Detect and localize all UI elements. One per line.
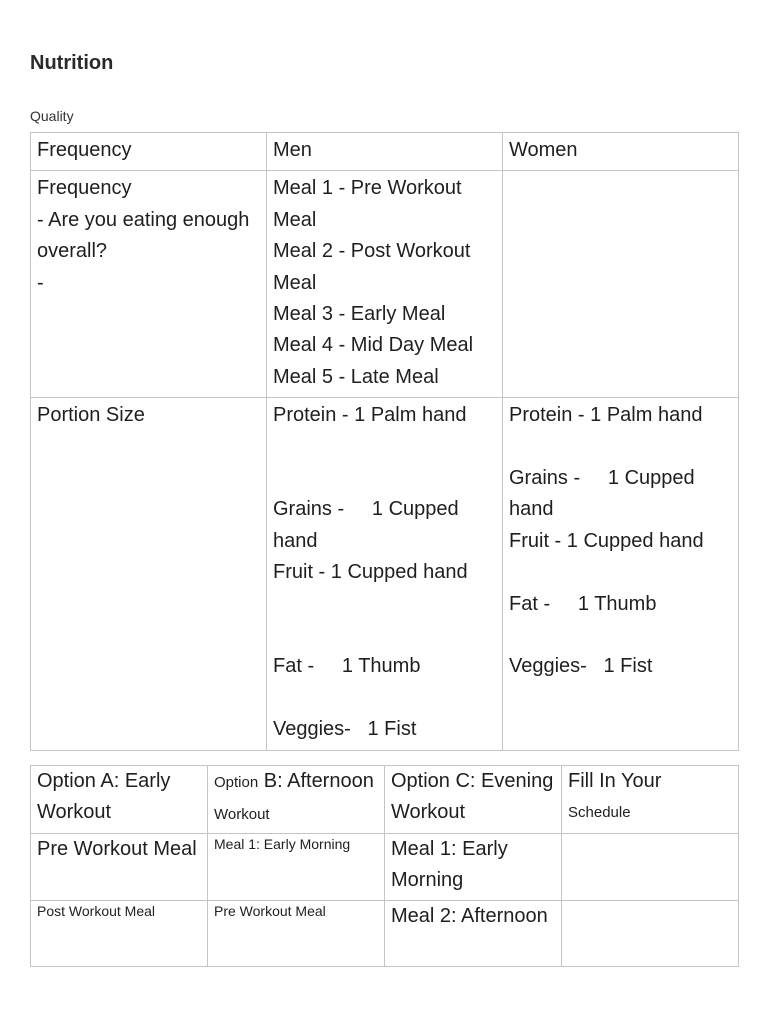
table-row [31, 833, 739, 900]
men-fat: Fat - 1 Thumb [273, 655, 421, 678]
header-frequency: Frequency [31, 133, 267, 171]
option-b-prefix: Option [214, 774, 259, 791]
meal-item: Meal 2 - Post Workout Meal [273, 240, 477, 294]
frequency-label: Frequency [37, 177, 132, 200]
spacer [273, 683, 496, 714]
women-fat: Fat - 1 Thumb [509, 592, 657, 615]
women-veggies: Veggies- 1 Fist [509, 655, 653, 678]
frequency-dash: - [37, 271, 44, 294]
spacer [273, 589, 496, 620]
meal-item: Meal 1 - Pre Workout Meal [273, 177, 468, 231]
spacer [273, 620, 496, 651]
row2-option-a [31, 900, 208, 966]
women-frequency-cell [503, 171, 739, 398]
option-b-suffix: Workout [214, 806, 270, 824]
schedule-table [30, 765, 739, 967]
fill-sub: Schedule [568, 804, 631, 822]
women-portion-cell [503, 398, 739, 750]
row2-option-a-text: Post Workout Meal [37, 902, 156, 919]
quality-table [30, 132, 739, 751]
women-protein: Protein - 1 Palm hand [509, 404, 703, 427]
spacer [509, 557, 732, 588]
table-row [31, 398, 739, 750]
row1-option-a: Pre Workout Meal [31, 833, 208, 900]
men-grains: Grains - 1 Cupped hand [273, 498, 465, 552]
header-women: Women [503, 133, 739, 171]
table-header-row [31, 133, 739, 171]
spacer [273, 463, 496, 494]
row2-option-c: Meal 2: Afternoon [385, 900, 562, 966]
women-grains: Grains - 1 Cupped hand [509, 467, 701, 521]
schedule-header-row [31, 766, 739, 834]
header-option-c: Option C: Evening Workout [385, 766, 562, 834]
spacer [273, 432, 496, 463]
men-meals-cell [267, 171, 503, 398]
option-b-main: B: Afternoon [258, 770, 374, 792]
fill-main: Fill In Your [568, 770, 662, 792]
men-protein: Protein - 1 Palm hand [273, 404, 467, 427]
women-fruit: Fruit - 1 Cupped hand [509, 529, 704, 552]
table-row [31, 171, 739, 398]
table-row [31, 900, 739, 966]
meal-item: Meal 4 - Mid Day Meal [273, 334, 474, 357]
men-portion-cell [267, 398, 503, 750]
row2-option-b [208, 900, 385, 966]
frequency-question: - Are you eating enough overall? [37, 208, 255, 263]
section-label-quality: Quality [30, 108, 74, 124]
header-men: Men [267, 133, 503, 171]
portion-size-label: Portion Size [31, 398, 267, 750]
spacer [509, 620, 732, 651]
spacer [509, 432, 732, 463]
meal-item: Meal 5 - Late Meal [273, 365, 439, 388]
row1-option-b-text: Meal 1: Early Morning [214, 835, 351, 852]
header-fill-schedule [562, 766, 739, 834]
men-veggies: Veggies- 1 Fist [273, 718, 417, 741]
row2-fill[interactable] [562, 900, 739, 966]
row2-option-b-text: Pre Workout Meal [214, 902, 326, 919]
row1-option-b [208, 833, 385, 900]
meal-item: Meal 3 - Early Meal [273, 303, 446, 326]
row1-fill[interactable] [562, 833, 739, 900]
header-option-a: Option A: Early Workout [31, 766, 208, 834]
row1-option-c: Meal 1: Early Morning [385, 833, 562, 900]
header-option-b [208, 766, 385, 834]
men-fruit: Fruit - 1 Cupped hand [273, 561, 468, 584]
frequency-label-cell [31, 171, 267, 398]
page-title: Nutrition [30, 52, 114, 74]
